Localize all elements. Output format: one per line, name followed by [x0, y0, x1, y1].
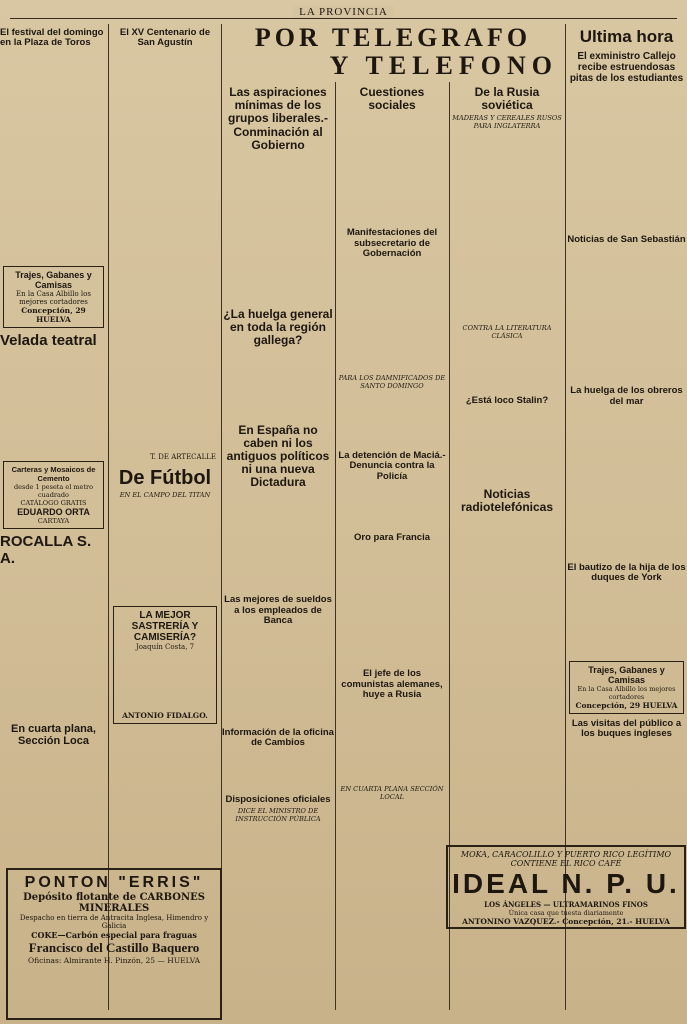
article-body [222, 751, 334, 791]
article-headline: Información de la oficina de Cambios [222, 726, 334, 749]
article-headline: De Fútbol [118, 466, 212, 489]
ad-line: Despacho en tierra de Antracita Inglesa, Himendro y Galicia [19, 914, 209, 930]
article-headline: El exministro Callejo recibe estruendosas pitas de los estudiantes [569, 50, 684, 84]
article-headline: Noticias radiotelefónicas [460, 486, 554, 514]
article-body [336, 703, 448, 783]
article-headline: Las aspiraciones mínimas de los grupos liberales.-Conminación al Gobierno [227, 85, 329, 152]
article-body [0, 51, 107, 261]
masthead-rule [10, 18, 677, 19]
ad-title: Trajes, Gabanes y Camisas [588, 664, 665, 685]
ad-title: IDEAL N. P. U. [452, 868, 680, 899]
ad-address: Concepción, 29 HUELVA [21, 305, 86, 324]
ad-line: Única casa que tuesta diariamente [508, 909, 624, 917]
article-body [110, 51, 220, 451]
ad-line: En la Casa Albillo los mejores cortadores [577, 684, 676, 701]
article-subhead: CONTRA LA LITERATURA CLÁSICA [462, 324, 552, 341]
banner-line-2: Y TELEFONO [329, 51, 558, 80]
article-body [222, 350, 334, 420]
article-body [566, 409, 687, 559]
ad-title: Carteras y Mosaicos de Cemento [11, 465, 96, 484]
article-headline: De la Rusia soviética [474, 85, 540, 113]
article-body [336, 392, 448, 447]
article-body [450, 132, 564, 322]
column-4 [336, 82, 448, 1014]
section-reference: En cuarta plana, Sección Loca [11, 723, 96, 748]
ad-box [3, 461, 104, 529]
ad-line: LOS ÁNGELES — ULTRAMARINOS FINOS [484, 900, 648, 909]
ad-title: Trajes, Gabanes y Camisas [15, 269, 92, 290]
article-body [336, 545, 448, 665]
article-body [0, 569, 107, 719]
ad-line: MOKA, CARACOLILLO Y PUERTO RICO LEGÍTIMO CONTIENE EL RICO CAFÉ [460, 850, 672, 868]
newspaper-name: LA PROVINCIA [293, 6, 394, 18]
article-body [222, 629, 334, 724]
ad-name: ANTONIO FIDALGO. [122, 710, 208, 720]
article-body [222, 154, 334, 304]
ad-name: Francisco del Castillo Baquero [28, 940, 200, 955]
ad-address: ANTONINO VAZQUEZ.- Concepción, 21.- HUELVA [462, 917, 670, 926]
column-3 [222, 82, 334, 1014]
article-headline: El festival del domingo en la Plaza de Toros [0, 27, 104, 49]
ad-address: Concepción, 29 HUELVA [575, 700, 678, 710]
article-subhead: MADERAS Y CEREALES RUSOS PARA INGLATERRA [452, 114, 562, 131]
article-body [336, 262, 448, 372]
article-headline: El bautizo de la hija de los duques de York [567, 562, 686, 584]
article-body [566, 586, 687, 656]
article-headline: Disposiciones oficiales [225, 793, 331, 805]
article-headline: Ultima hora [579, 27, 674, 46]
ad-title: LA MEJOR SASTRERÍA Y CAMISERÍA? [131, 609, 199, 643]
ad-box [569, 661, 684, 714]
article-subhead: PARA LOS DAMNIFICADOS DE SANTO DOMINGO [338, 373, 446, 390]
article-headline: Velada teatral [0, 331, 97, 349]
article-headline: La detención de Maciá.-Denuncia contra la Policía [338, 449, 446, 482]
column-rule [108, 24, 109, 1010]
article-headline: ROCALLA S. A. [0, 533, 92, 567]
article-headline: ¿Está loco Stalin? [465, 395, 549, 407]
ad-line: CATÁLOGO GRATIS [20, 499, 87, 508]
article-subhead: DICE EL MINISTRO DE INSTRUCCIÓN PÚBLICA [235, 807, 321, 824]
article-subhead: EN EL CAMPO DEL TITAN [119, 490, 211, 499]
article-headline: Noticias de San Sebastián [567, 233, 686, 245]
article-headline: La huelga de los obreros del mar [570, 385, 683, 407]
column-2 [110, 24, 220, 1014]
ad-address: Oficinas: Almirante H. Pinzón, 25 — HUELVA [27, 956, 201, 965]
coal-depot-ad [6, 868, 222, 1020]
article-signature: T. DE ARTECALLE [150, 452, 216, 461]
masthead [0, 6, 687, 24]
article-body [336, 484, 448, 529]
ad-line: COKE—Carbón especial para fraguas [31, 930, 197, 940]
ad-title: PONTON "ERRIS" [24, 874, 204, 891]
section-banner [222, 24, 564, 80]
article-body [110, 501, 220, 601]
article-headline: Las visitas del público a los buques ingleses [571, 717, 682, 740]
article-body [566, 742, 687, 802]
ad-box [113, 606, 217, 724]
article-headline: Manifestaciones del subsecretario de Gobernación [346, 227, 438, 260]
column-1 [0, 24, 107, 1014]
ad-line: En la Casa Albillo los mejores cortadores [16, 289, 91, 306]
article-body [450, 409, 564, 484]
article-headline: En España no caben ni los antiguos políticos ni una nueva Dictadura [226, 422, 330, 490]
article-headline: El XV Centenario de San Agustín [119, 27, 211, 49]
article-body [450, 342, 564, 392]
ad-line: Joaquín Costa, 7 [135, 642, 195, 651]
article-body [336, 114, 448, 224]
article-headline: Las mejores de sueldos a los empleados de Banca [224, 594, 332, 627]
cafe-ad [446, 845, 686, 929]
article-body [0, 351, 107, 456]
ad-name: EDUARDO ORTA [17, 507, 90, 518]
article-headline: ¿La huelga general en toda la región gallega? [223, 306, 333, 348]
banner-line-1: POR TELEGRAFO [254, 23, 532, 52]
section-reference: EN CUARTA PLANA SECCIÓN LOCAL [340, 784, 444, 801]
article-headline: Cuestiones sociales [359, 85, 425, 113]
ad-city: CARTAYA [37, 517, 70, 526]
ad-body [117, 651, 213, 711]
ad-line: Depósito flotante de CARBONES MINERALES [23, 892, 205, 914]
article-headline: El jefe de los comunistas alemanes, huye a Rusia [341, 668, 443, 701]
article-headline: Oro para Francia [353, 532, 431, 543]
article-body [566, 86, 687, 231]
article-body [566, 247, 687, 382]
article-body [222, 491, 334, 591]
ad-line: desde 1 peseta el metro cuadrado [14, 483, 93, 500]
ad-box [3, 266, 104, 328]
article-body [450, 516, 564, 716]
